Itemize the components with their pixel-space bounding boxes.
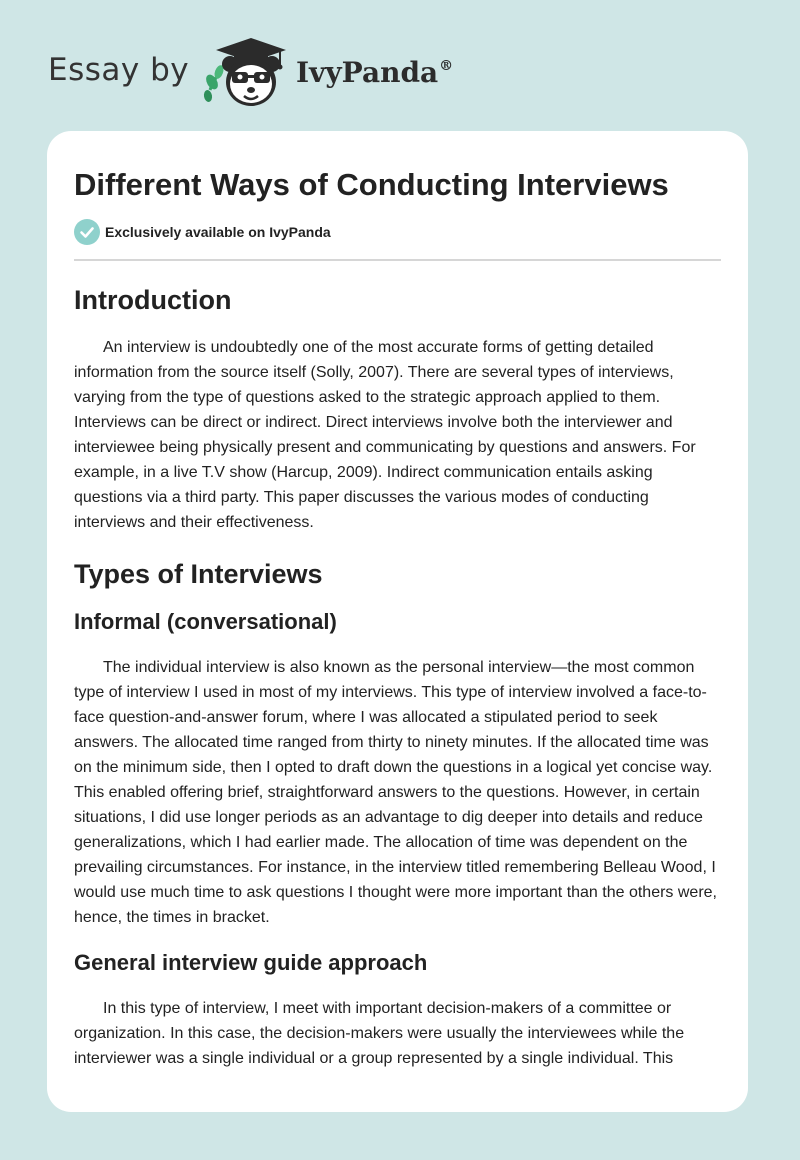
subsection-heading-informal: Informal (conversational) — [74, 609, 337, 634]
page-title: Different Ways of Conducting Interviews — [74, 167, 669, 202]
subsection-heading-guide: General interview guide approach — [74, 950, 428, 975]
section-heading-introduction: Introduction — [74, 285, 232, 315]
informal-paragraph: The individual interview is also known as the personal interview—the most common type of interview I used in most of my interviews. This type of interview involved a face-to-face question-and-answer forum, where I was allocated a stipulated period to seek answers. The allocated time ranged from thirty to ninety minutes. If the allocated time was on the minimum side, then I opted to draft down the questions in a logical yet concise way. This enabled offering brief, straightforward answers to the questions. However, in certain situations, I did use longer periods as an advantage to dig deeper into details and reduce generalizations, which I had earlier made. The allocation of time was dependent on the prevailing circumstances. For instance, in the interview titled remembering Belleau Wood, I would use much time to ask questions I thought were more important than the others were, hence, the times in bracket. — [74, 659, 717, 926]
exclusive-badge — [74, 219, 721, 245]
check-circle-icon — [74, 219, 100, 245]
brand-prefix: Essay by — [48, 52, 190, 88]
section-heading-types: Types of Interviews — [74, 559, 323, 589]
trademark-symbol: ® — [439, 58, 454, 74]
panda-logo-icon[interactable] — [200, 34, 292, 110]
introduction-paragraph: An interview is undoubtedly one of the most accurate forms of getting detailed information from the source itself (Solly, 2007). There are several types of interviews, varying from the type of questions asked to the strategic approach applied to them. Interviews can be direct or indirect. Direct interviews involve both the interviewer and interviewee being physically present and communicating by questions and answers. For example, in a live T.V show (Harcup, 2009). Indirect communication entails asking questions via a third party. This paper discusses the various modes of conducting interviews and their effectiveness. — [74, 339, 696, 531]
essay-card — [47, 131, 748, 1112]
site-header — [48, 34, 748, 114]
guide-paragraph: In this type of interview, I meet with important decision-makers of a committee or organization. In this case, the decision-makers were usually the interviewees while the interviewer was a single individual or a group represented by a single individual. This — [74, 1000, 685, 1067]
title-divider — [74, 259, 721, 261]
badge-text: Exclusively available on IvyPanda — [105, 224, 331, 240]
brand-name[interactable]: IvyPanda® — [296, 56, 454, 89]
